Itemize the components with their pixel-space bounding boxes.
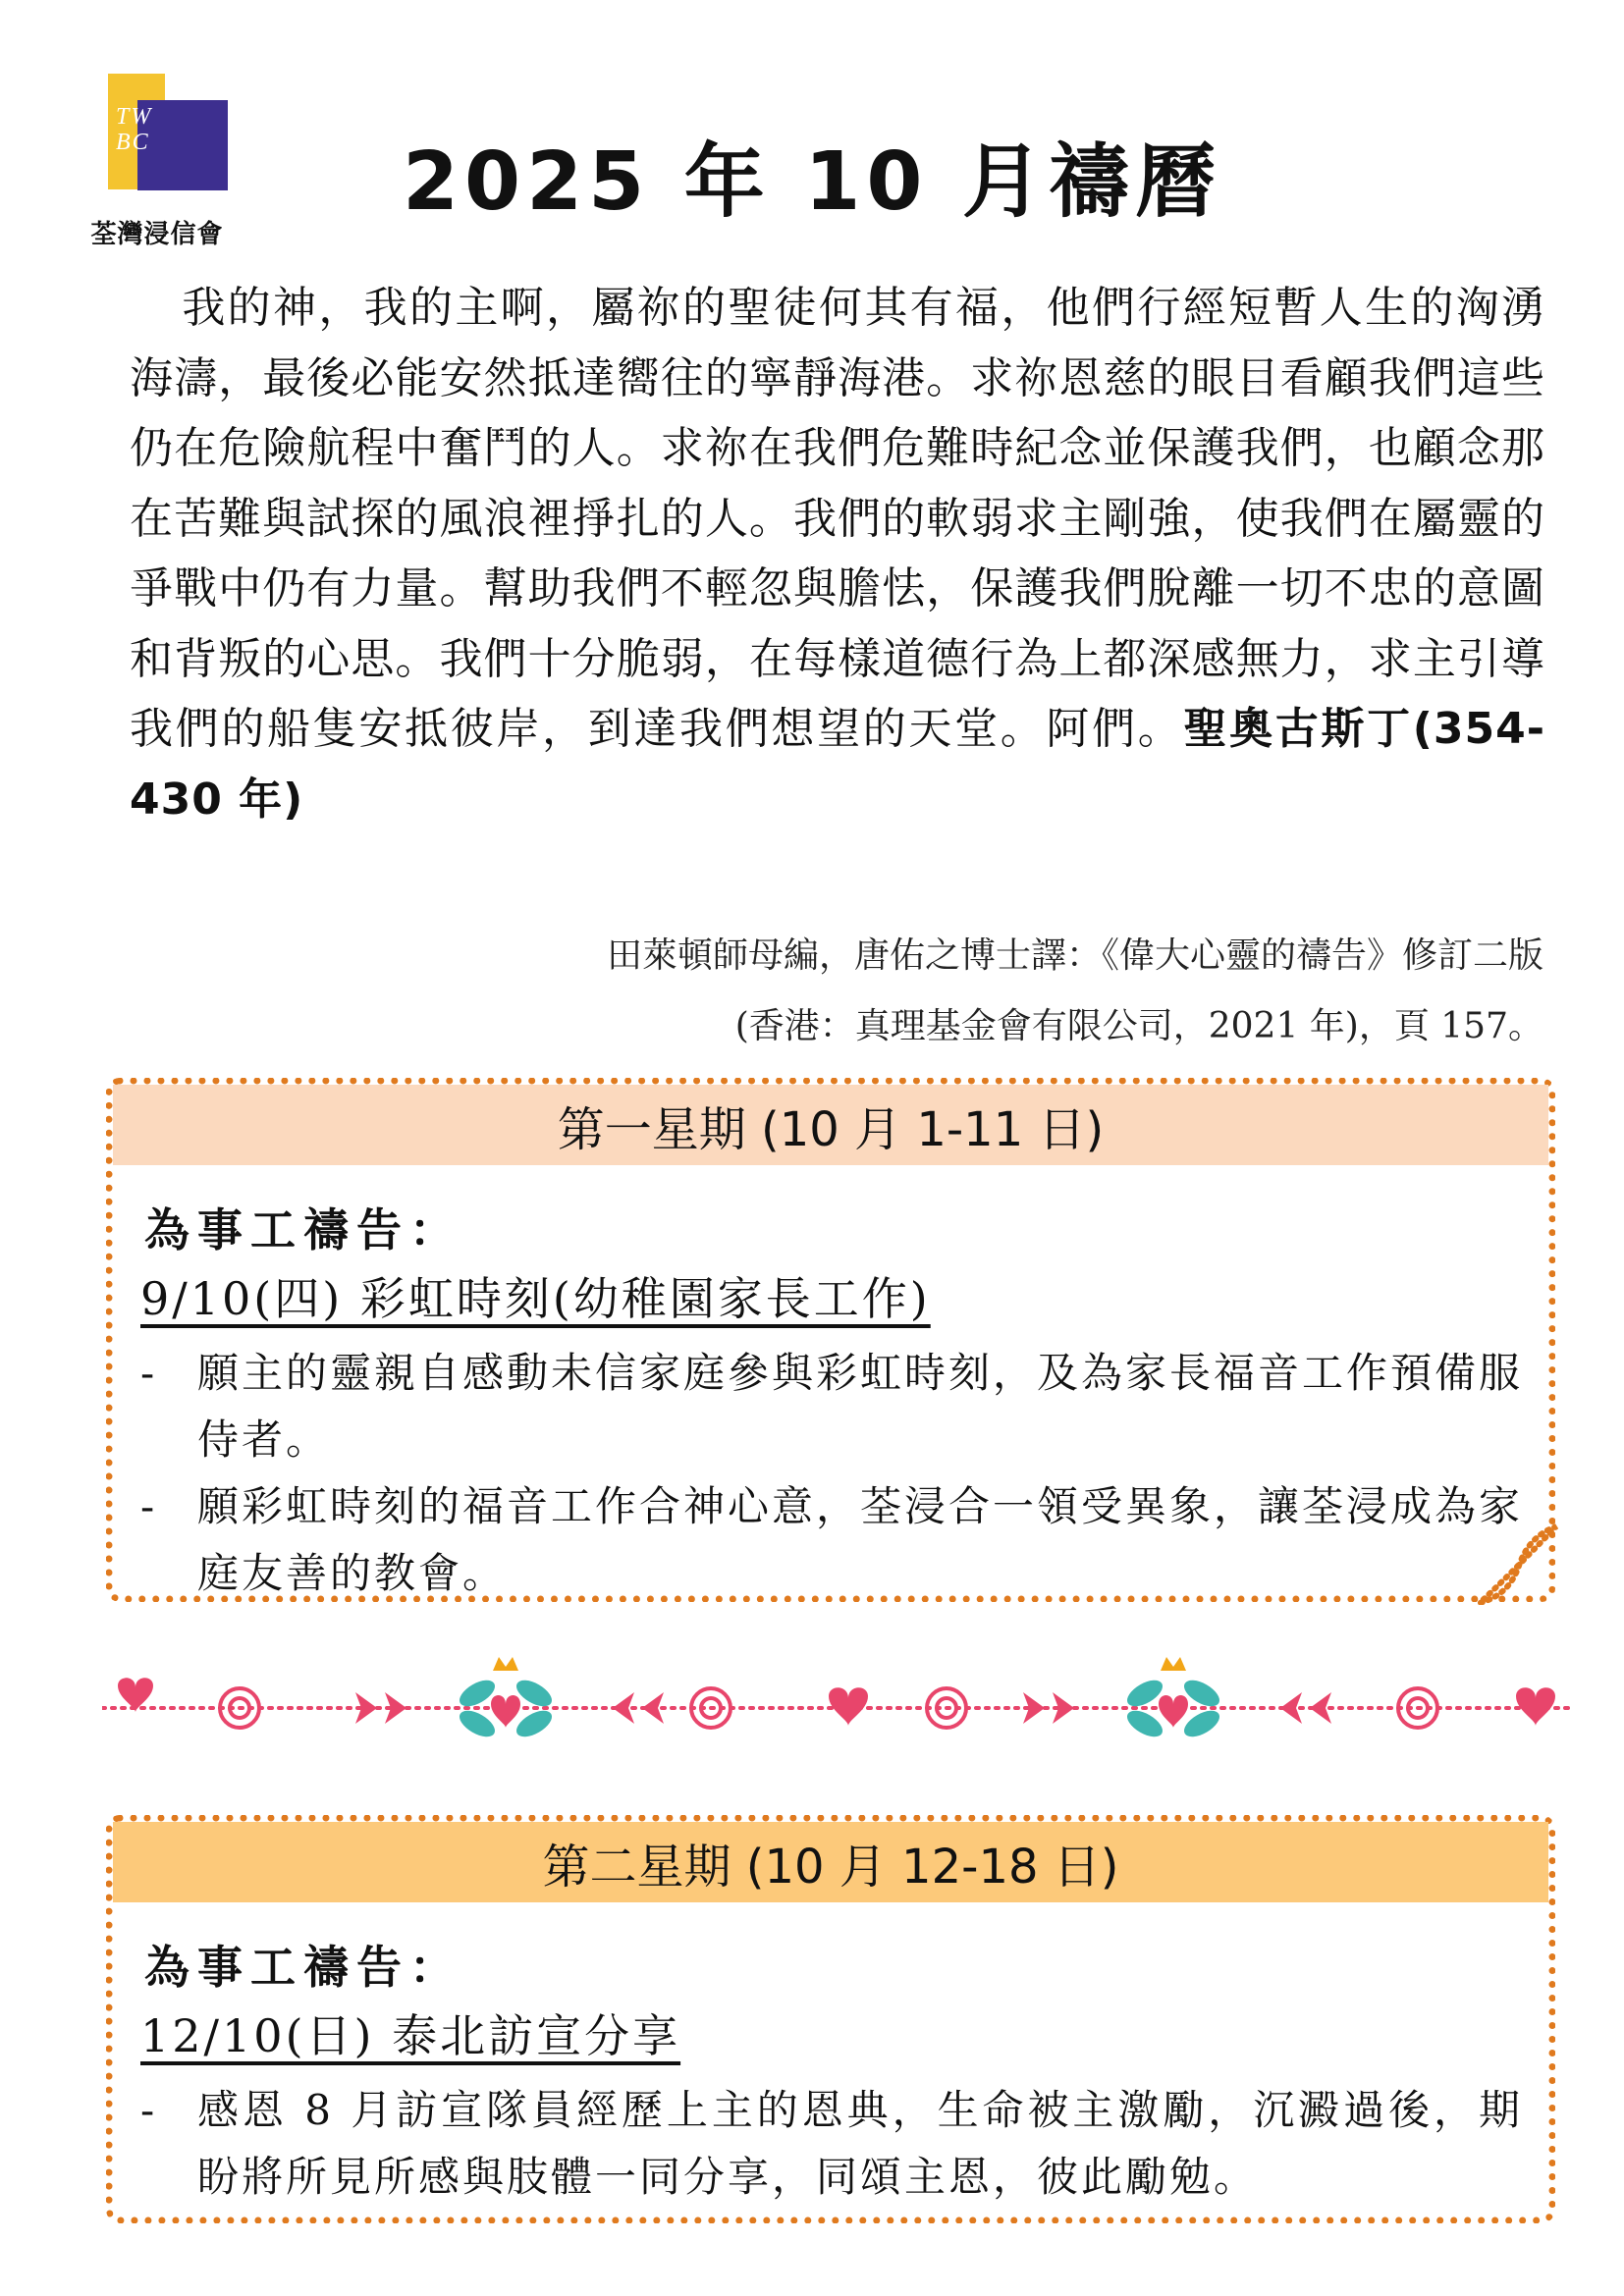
week-1-section-title: 為事工禱告： bbox=[144, 1203, 462, 1256]
source-line-2: (香港：真理基金會有限公司，2021 年)，頁 157。 bbox=[734, 1006, 1543, 1046]
page-title: 2025 年 10 月禱曆 bbox=[403, 135, 1221, 229]
list-item: - 願主的靈親自感動未信家庭參與彩虹時刻，及為家長福音工作預備服侍者。 bbox=[140, 1349, 1524, 1464]
source-line-1: 田萊頓師母編，唐佑之博士譯：《偉大心靈的禱告》修訂二版 bbox=[606, 935, 1543, 976]
opening-prayer bbox=[130, 273, 1545, 834]
logo-monogram: TW BC bbox=[116, 104, 153, 155]
list-item: - 願彩虹時刻的福音工作合神心意，荃浸合一領受異象，讓荃浸成為家庭友善的教會。 bbox=[140, 1482, 1524, 1597]
week-2-header: 第二星期 (10 月 12-18 日) bbox=[113, 1822, 1548, 1902]
week-2-event: 12/10(日) 泰北訪宣分享 bbox=[140, 2009, 681, 2062]
page-curl-icon bbox=[1470, 1517, 1558, 1605]
week-2-items bbox=[140, 2077, 1523, 2211]
week-2-section-title: 為事工禱告： bbox=[144, 1941, 462, 1994]
prayer-author: 聖奧古斯丁(354-430 年) bbox=[130, 704, 1546, 825]
church-name: 荃灣浸信會 bbox=[90, 220, 224, 249]
week-1-card bbox=[106, 1078, 1555, 1602]
week-2-card bbox=[106, 1815, 1555, 2223]
week-1-items bbox=[140, 1340, 1523, 1607]
crown-icon bbox=[493, 1657, 518, 1671]
week-1-event: 9/10(四) 彩虹時刻(幼稚園家長工作) bbox=[140, 1272, 931, 1325]
week-1-header: 第一星期 (10 月 1-11 日) bbox=[113, 1085, 1548, 1165]
list-item: - 感恩 8 月訪宣隊員經歷上主的恩典，生命被主激勵，沉澱過後，期盼將所見所感與肢體一同分享，同頌主恩，彼此勵勉。 bbox=[140, 2086, 1523, 2201]
prayer-body: 我的神，我的主啊，屬祢的聖徒何其有福，他們行經短暫人生的洶湧海濤，最後必能安然抵達嚮往的寧靜海港。求祢恩慈的眼目看顧我們這些仍在危險航程中奮鬥的人。求祢在我們危難時紀念並保護我們，也顧念那在苦難與試探的風浪裡掙扎的人。我們的軟弱求主剛強，使我們在屬靈的爭戰中仍有力量。幫助我們不輕忽與膽怯，保護我們脫離一切不忠的意圖和背叛的心思。我們十分脆弱，在每樣道德行為上都深感無力，求主引導我們的船隻安抵彼岸，到達我們想望的天堂。阿們。 bbox=[130, 283, 1545, 754]
heart-arrow-divider bbox=[102, 1649, 1575, 1747]
